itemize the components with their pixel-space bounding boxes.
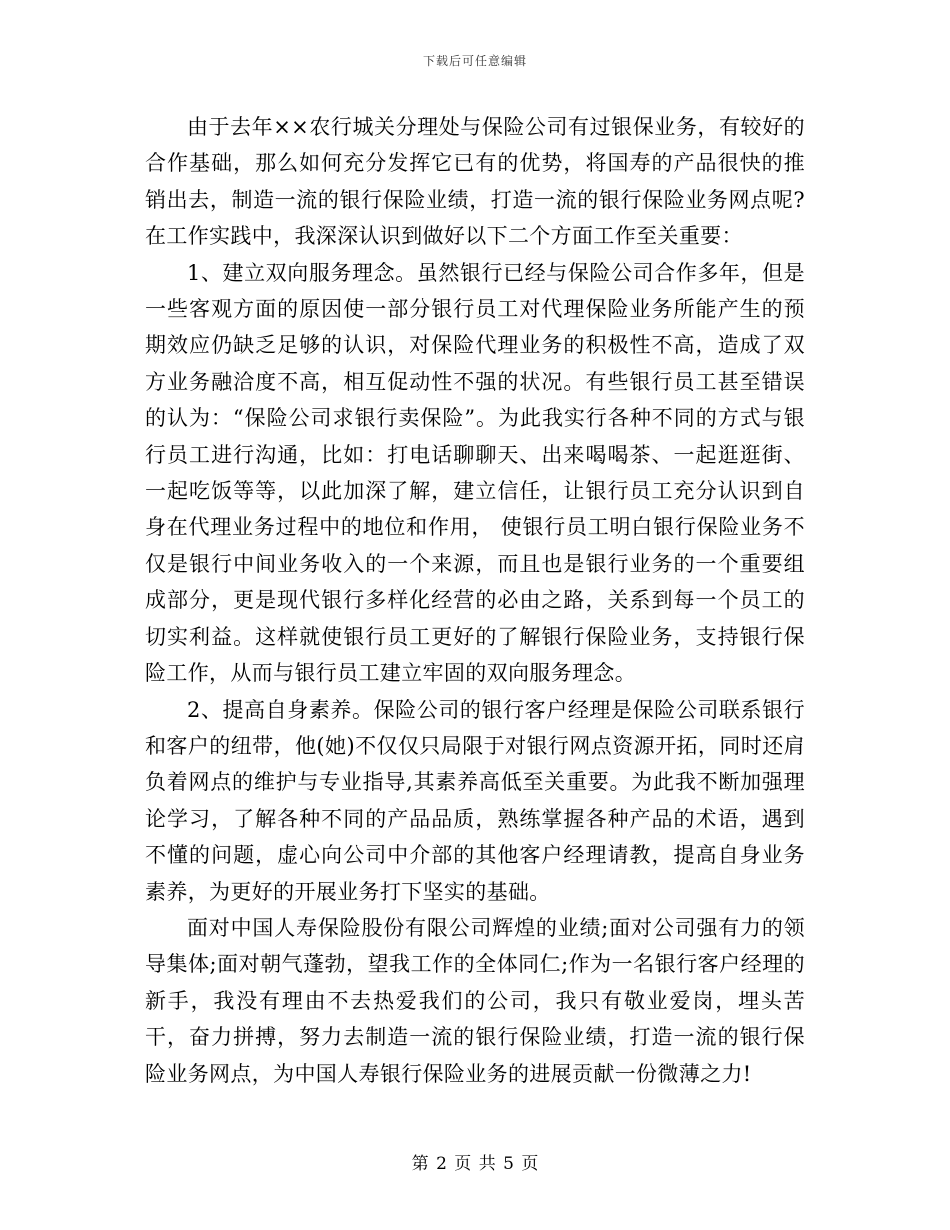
paragraph-point-1: 1、建立双向服务理念。虽然银行已经与保险公司合作多年，但是一些客观方面的原因使一部分银行员工对代理保险业务所能产生的预期效应仍缺乏足够的认识，对保险代理业务的积极性不高，造成了双方业务融洽度不高，相互促动性不强的状况。有些银行员工甚至错误的认为：“保险公司求银行卖保险”。为此我实行各种不同的方式与银行员工进行沟通，比如：打电话聊聊天、出来喝喝茶、一起逛逛街、一起吃饭等等，以此加深了解，建立信任，让银行员工充分认识到自身在代理业务过程中的地位和作用， 使银行员工明白银行保险业务不仅是银行中间业务收入的一个来源，而且也是银行业务的一个重要组成部分，更是现代银行多样化经营的必由之路，关系到每一个员工的切实利益。这样就使银行员工更好的了解银行保险业务，支持银行保险工作，从而与银行员工建立牢固的双向服务理念。	[145, 260, 805, 686]
page-number-footer: 第 2 页 共 5 页	[411, 1154, 539, 1174]
paragraph-conclusion: 面对中国人寿保险股份有限公司辉煌的业绩;面对公司强有力的领导集体;面对朝气蓬勃，望我工作的全体同仁;作为一名银行客户经理的新手，我没有理由不去热爱我们的公司，我只有敬业爱岗，埋头苦干，奋力拼搏，努力去制造一流的银行保险业绩，打造一流的银行保险业务网点，为中国人寿银行保险业务的进展贡献一份微薄之力!	[145, 915, 805, 1086]
paragraph-point-2: 2、提高自身素养。保险公司的银行客户经理是保险公司联系银行和客户的纽带，他(她)不仅仅只局限于对银行网点资源开拓，同时还肩负着网点的维护与专业指导,其素养高低至关重要。为此我不断加强理论学习，了解各种不同的产品品质，熟练掌握各种产品的术语，遇到不懂的问题，虚心向公司中介部的其他客户经理请教，提高自身业务素养，为更好的开展业务打下坚实的基础。	[145, 697, 805, 904]
document-body	[145, 109, 805, 1092]
paragraph-intro: 由于去年××农行城关分理处与保险公司有过银保业务，有较好的合作基础，那么如何充分发挥它已有的优势，将国寿的产品很快的推销出去，制造一流的银行保险业绩，打造一流的银行保险业务网点呢?在工作实践中，我深深认识到做好以下二个方面工作至关重要：	[145, 115, 805, 249]
page-header: 下载后可任意编辑	[422, 54, 527, 68]
